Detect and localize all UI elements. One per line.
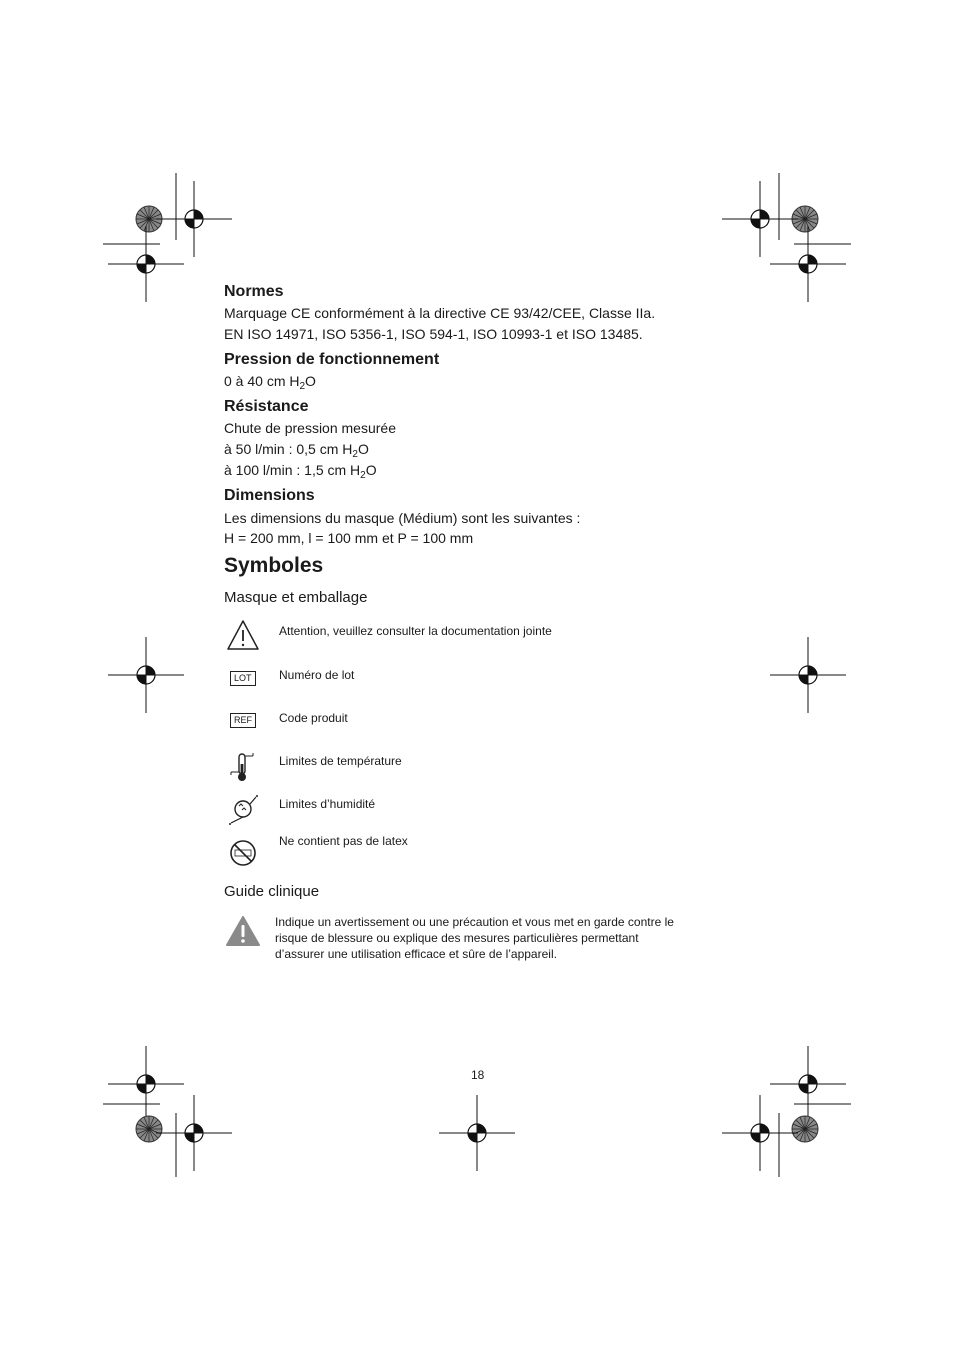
crosshair-icon — [156, 1095, 232, 1171]
clinical-subtitle: Guide clinique — [224, 883, 320, 900]
pression-heading: Pression de fonctionnement — [224, 351, 440, 368]
resistance-line-1: Chute de pression mesurée — [224, 420, 396, 436]
crosshair-icon — [156, 181, 232, 257]
star-mark-icon — [136, 1116, 162, 1142]
humidity-icon — [226, 793, 260, 827]
crosshair-icon — [439, 1095, 515, 1171]
crosshair-icon — [770, 637, 846, 713]
symbol-label-caution: Attention, veuillez consulter la documentation jointe — [279, 624, 552, 638]
normes-line-2: EN ISO 14971, ISO 5356-1, ISO 594-1, ISO 10993-1 et ISO 13485. — [224, 326, 643, 342]
dimensions-heading: Dimensions — [224, 487, 315, 504]
lot-icon: LOT — [230, 671, 256, 686]
crosshair-icon — [108, 637, 184, 713]
symbol-label-latex: Ne contient pas de latex — [279, 834, 408, 848]
symbol-label-lot: Numéro de lot — [279, 668, 355, 682]
symbols-title: Symboles — [224, 554, 324, 577]
resistance-heading: Résistance — [224, 398, 309, 415]
crosshair-icon — [722, 181, 798, 257]
symbol-label-humidity: Limites d’humidité — [279, 797, 376, 811]
crosshair-icon — [108, 226, 184, 302]
star-mark-icon — [792, 1116, 818, 1142]
resistance-line-3: à 100 l/min : 1,5 cm $H_2O$ — [224, 462, 377, 481]
thermometer-icon — [226, 750, 260, 784]
ref-icon: REF — [230, 713, 256, 728]
symbol-label-temperature: Limites de température — [279, 754, 402, 768]
crosshair-icon — [108, 1046, 184, 1122]
page-number: 18 — [471, 1068, 485, 1082]
normes-line-1: Marquage CE conformément à la directive CE 93/42/CEE, Classe IIa. — [224, 305, 656, 321]
caution-triangle-icon — [226, 618, 260, 652]
resistance-line-2: à 50 l/min : 0,5 cm $H_2O$ — [224, 441, 369, 460]
warning-filled-triangle-icon — [226, 916, 260, 946]
normes-heading: Normes — [224, 283, 284, 300]
latex-free-icon — [226, 836, 260, 870]
crosshair-icon — [722, 1095, 798, 1171]
pression-line-1: 0 à 40 cm $H_2O$ — [224, 373, 316, 392]
dimensions-line-2: H = 200 mm, l = 100 mm et P = 100 mm — [224, 530, 474, 546]
crosshair-icon — [770, 226, 846, 302]
crosshair-icon — [770, 1046, 846, 1122]
symbol-label-ref: Code produit — [279, 711, 348, 725]
clinical-text: Indique un avertissement ou une précaution et vous met en garde contre le risque de blessure ou explique des mesures particulières permettant d’assurer une utilisation efficace et sûre de l’appareil. — [275, 915, 674, 961]
dimensions-line-1: Les dimensions du masque (Médium) sont les suivantes : — [224, 510, 581, 526]
symbols-subtitle: Masque et emballage — [224, 589, 368, 606]
